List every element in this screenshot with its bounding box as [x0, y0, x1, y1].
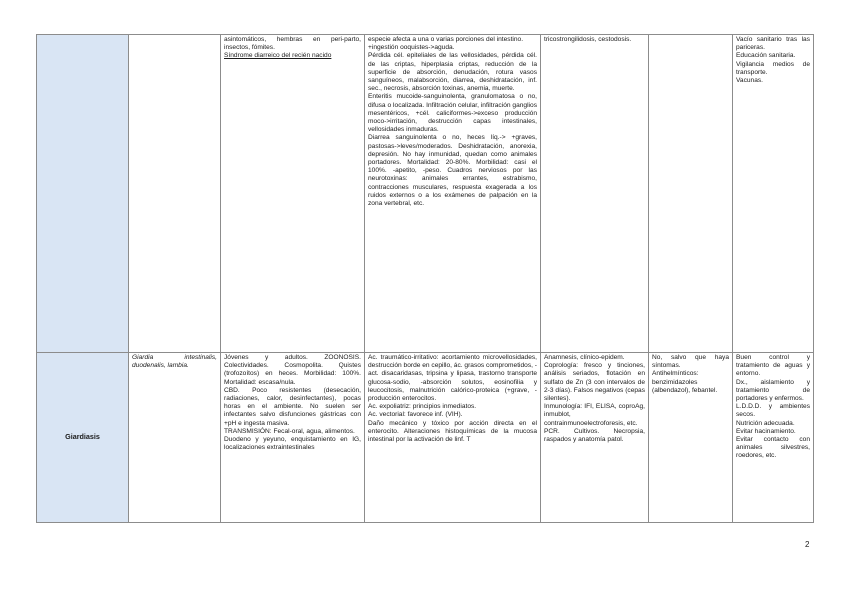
treatment-cell [649, 353, 733, 523]
table-row [37, 35, 814, 353]
text-line: Síndrome diarreico del recién nacido [224, 52, 332, 60]
text-line: PCR. Cultivos. Necropsia, raspados y anatomía patol. [544, 427, 645, 444]
pathogenesis-cell [365, 353, 541, 523]
disease-name-cell: Giardiasis [37, 353, 129, 523]
prevention-cell [733, 353, 814, 523]
treatment-cell [649, 35, 733, 353]
text-line: Ac. traumático-irritativo: acortamiento microvellosidades, destrucción borde en cepillo, ác. grasos comprometidos, -act. disacaridasas, tripsina y lipasa, trastorno transporte glucosa-sodio, -absorción solutos, eosinofilia y leucocitosis, malnutrición calórico-proteica (+grave, -producción enterocitos. [368, 354, 537, 403]
text-line: Ac. expoliatriz: principios inmediatos. [368, 403, 477, 411]
text-line: Vacío sanitario tras las pariceras. [736, 36, 810, 52]
epidemiology-cell [221, 353, 365, 523]
text-line: Dx., aislamiento y tratamiento de portadores y enfermos. [736, 378, 810, 403]
disease-name-cell [37, 35, 129, 353]
text-line: No, salvo que haya síntomas. [652, 354, 729, 370]
text-line: Educación sanitaria. [736, 52, 796, 60]
text-line: TRANSMISIÓN: Fecal-oral, agua, alimentos. [224, 427, 355, 435]
text-line: Pérdida cél. epiteliales de las vellosidades, pérdida cél. de las criptas, hiperplasia criptas, reducción de la superficie de absorción, denudación, rotura vasos sanguíneos, malabsorción, diarrea, deshidratación, inf. sec., necrosis, absorción toxinas, anemia, muerte. [368, 52, 537, 93]
text-line: Enteritis mucoide-sanguinolenta, granulomatosa o no, difusa o localizada. Infiltración celular, infiltración ganglios mesentéricos, +cél. caliciformes->exceso producción moco->irritación, destrucción capas intestinales, vellosidades inmaduras. [368, 93, 537, 134]
epidemiology-cell [221, 35, 365, 353]
text-line: Evitar hacinamiento. [736, 427, 796, 435]
text-line: Duodeno y yeyuno, enquistamiento en IG, localizaciones extraintestinales [224, 436, 361, 452]
text-line: asintomáticos, hembras en peri-parto, insectos, fómites. [224, 36, 361, 52]
agent-cell: Giardia intestinalis, duodenalis, lambia. [129, 353, 221, 523]
text-line: Evitar contacto con animales silvestres, roedores, etc. [736, 436, 810, 460]
text-line: Anamnesis, clínico-epidem. [544, 354, 625, 361]
text-line: Nutrición adecuada. [736, 419, 795, 427]
text-line: +ingestión ooquistes->aguda. [368, 44, 455, 52]
text-line: especie afecta a una o varias porciones del intestino. [368, 36, 524, 43]
pathogenesis-cell [365, 35, 541, 353]
agent-cell [129, 35, 221, 353]
text-line: L.D.D.D. y ambientes secos. [736, 403, 810, 419]
diagnosis-cell [541, 353, 649, 523]
text-line: Daño mecánico y tóxico por acción directa en el enterocito. Alteraciones histoquímicas de la mucosa intestinal por la activación de linf. T [368, 419, 537, 444]
text-line: Antihelmínticos: benzimidazoles (albendazol), febantel. [652, 370, 718, 394]
disease-table [36, 34, 814, 523]
text-line: Vacunas. [736, 77, 764, 85]
text-line: Diarrea sanguinolenta o no, heces líq.-> +graves, pastosas->leves/moderados. Deshidratación, anorexia, depresión. No hay inmunidad, quedan como animales portadores. Mortalidad: 20-80%. Morbilidad: casi el 100%. -apetito, -peso. Cuadros nerviosos por las neurotoxinas: animales errantes, estrabismo, contracciones musculares, respuesta exagerada a los ruidos externos o a los exámenes de palpación en la zona vertebral, etc. [368, 134, 537, 208]
diagnosis-cell [541, 35, 649, 353]
text-line: Jóvenes y adultos. ZOONOSIS. Colectividades. Cosmopolita. Quistes (trofozoítos) en heces. Morbilidad: 100%. Mortalidad: escasa/nula. [224, 354, 361, 386]
text-line: Coprología: fresco y tinciones, análisis seriados, flotación en sulfato de Zn (3 con intervalos de 2-3 días). Falsos negativos (cepas silentes). [544, 362, 645, 403]
text-line: Ac. vectorial: favorece inf. (VIH). [368, 411, 463, 419]
text-line: Buen control y tratamiento de aguas y entorno. [736, 354, 810, 378]
table-row [37, 353, 814, 523]
text-line: CBD. Poco resistentes (desecación, radiaciones, calor, desinfectantes), pocas horas en el ambiente. No suelen ser infectantes salvo disfunciones gástricas con +pH e ingesta masiva. [224, 386, 361, 427]
text-line: tricostrongilidosis, cestodosis. [544, 36, 632, 43]
text-line: Vigilancia medios de transporte. [736, 60, 810, 76]
page-number: 2 [805, 540, 810, 549]
prevention-cell [733, 35, 814, 353]
text-line: Inmunología: IFI, ELISA, coproAg, inmublot, contrainmunoelectroforesis, etc. [544, 403, 645, 427]
